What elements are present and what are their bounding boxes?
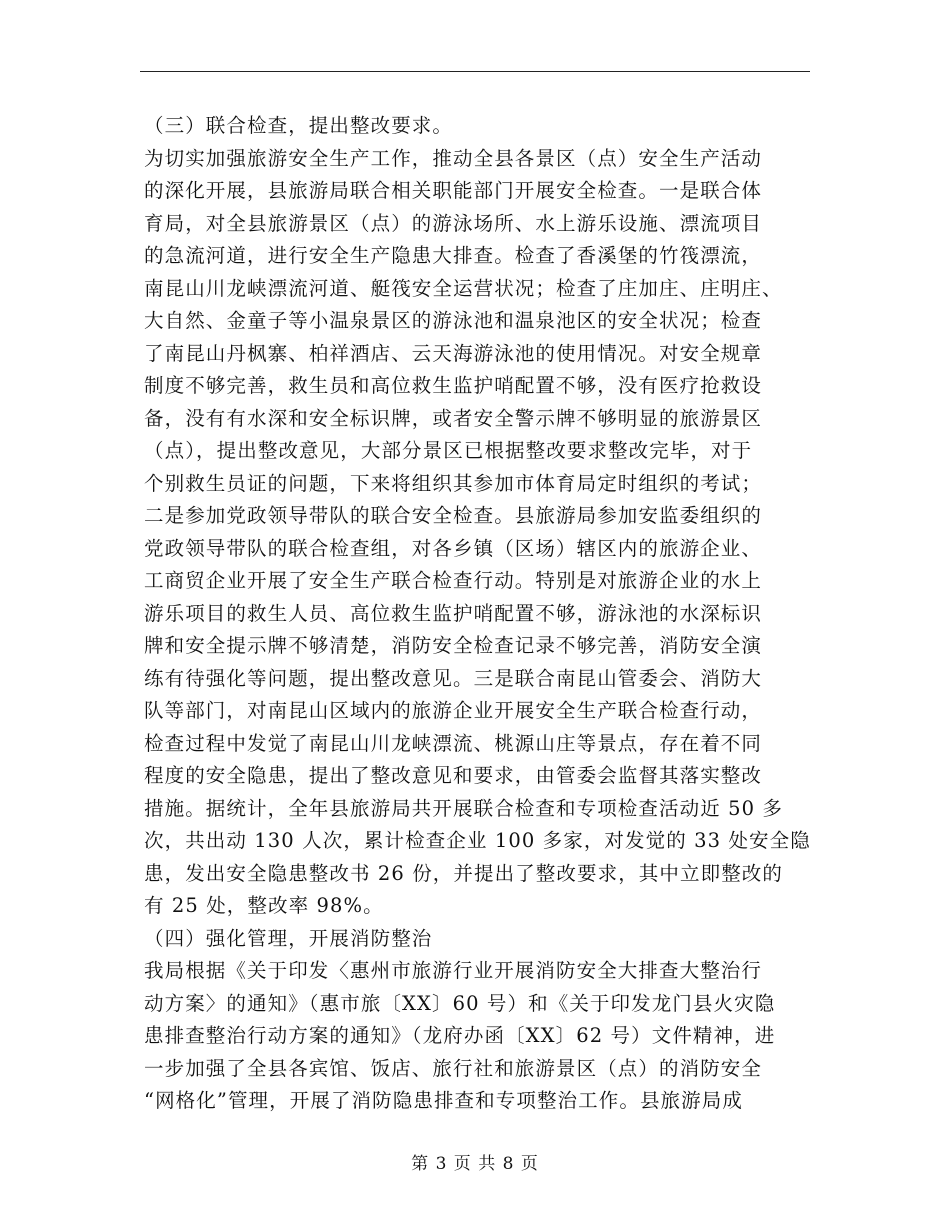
paragraph-line: 个别救生员证的问题，下来将组织其参加市体育局定时组织的考试； (144, 471, 763, 495)
header-rule (140, 71, 810, 72)
paragraph-line: 游乐项目的救生人员、高位救生监护哨配置不够，游泳池的水深标识 (144, 601, 763, 625)
paragraph-line: 育局，对全县旅游景区（点）的游泳场所、水上游乐设施、漂流项目 (144, 211, 763, 235)
paragraph-line: 牌和安全提示牌不够清楚，消防安全检查记录不够完善，消防安全演 (144, 634, 763, 657)
paragraph-line: 大自然、金童子等小温泉景区的游泳池和温泉池区的安全状况；检查 (144, 309, 763, 332)
paragraph-line: 队等部门，对南昆山区域内的旅游企业开展安全生产联合检查行动， (144, 699, 763, 722)
paragraph-line: 了南昆山丹枫寨、柏祥酒店、云天海游泳池的使用情况。对安全规章 (144, 341, 763, 365)
paragraph-line: 程度的安全隐患，提出了整改意见和要求，由管委会监督其落实整改 (144, 764, 763, 787)
paragraph-line: 动方案〉的通知》（惠市旅〔XX〕60 号）和《关于印发龙门县火灾隐 (144, 991, 776, 1015)
paragraph-line: 检查过程中发觉了南昆山川龙峡漂流、桃源山庄等景点，存在着不同 (144, 731, 763, 755)
paragraph-line: 南昆山川龙峡漂流河道、艇筏安全运营状况；检查了庄加庄、庄明庄、 (144, 276, 783, 300)
paragraph-line: 为切实加强旅游安全生产工作，推动全县各景区（点）安全生产活动 (144, 146, 763, 170)
page-number-footer: 第 3 页 共 8 页 (411, 1154, 539, 1174)
paragraph-line: 有 25 处，整改率 98%。 (144, 894, 384, 917)
paragraph-line: 措施。据统计，全年县旅游局共开展联合检查和专项检查活动近 50 多 (144, 796, 784, 820)
paragraph-line: 次，共出动 130 人次，累计检查企业 100 多家，对发觉的 33 处安全隐 (144, 829, 811, 852)
section-heading-3: （三）联合检查，提出整改要求。 (144, 114, 454, 137)
paragraph-line: 备，没有有水深和安全标识牌，或者安全警示牌不够明显的旅游景区 (144, 406, 763, 430)
paragraph-line: 我局根据《关于印发〈惠州市旅游行业开展消防安全大排查大整治行 (144, 959, 763, 982)
paragraph-line: 一步加强了全县各宾馆、饭店、旅行社和旅游景区（点）的消防安全 (144, 1056, 763, 1080)
paragraph-line: 的急流河道，进行安全生产隐患大排查。检查了香溪堡的竹筏漂流， (144, 244, 763, 267)
paragraph-line: 患排查整治行动方案的通知》（龙府办函〔XX〕62 号）文件精神，进 (144, 1024, 776, 1047)
paragraph-line: “网格化”管理，开展了消防隐患排查和专项整治工作。县旅游局成 (144, 1089, 743, 1112)
paragraph-line: （点），提出整改意见，大部分景区已根据整改要求整改完毕，对于 (144, 439, 753, 462)
body-text (144, 110, 810, 1118)
paragraph-line: 制度不够完善，救生员和高位救生监护哨配置不够，没有医疗抢救设 (144, 374, 763, 397)
paragraph-line: 工商贸企业开展了安全生产联合检查行动。特别是对旅游企业的水上 (144, 569, 763, 592)
paragraph-line: 党政领导带队的联合检查组，对各乡镇（区场）辖区内的旅游企业、 (144, 536, 763, 560)
paragraph-line: 的深化开展，县旅游局联合相关职能部门开展安全检查。一是联合体 (144, 179, 763, 202)
section-heading-4: （四）强化管理，开展消防整治 (144, 926, 433, 950)
paragraph-line: 练有待强化等问题，提出整改意见。三是联合南昆山管委会、消防大 (144, 666, 763, 690)
paragraph-line: 患，发出安全隐患整改书 26 份，并提出了整改要求，其中立即整改的 (144, 861, 784, 885)
paragraph-line: 二是参加党政领导带队的联合安全检查。县旅游局参加安监委组织的 (144, 504, 763, 527)
